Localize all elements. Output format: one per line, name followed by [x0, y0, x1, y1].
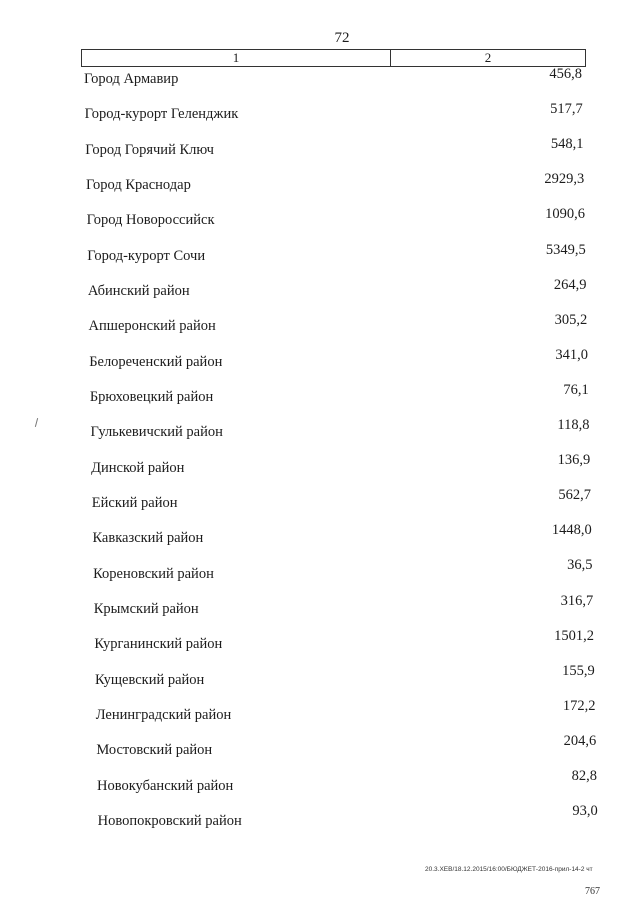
footer-document-code: 20.3.ХЕВ/18.12.2015/16:00/БЮДЖЕТ-2016-прил-14-2 чт: [425, 866, 593, 873]
row-value: 1448,0: [551, 522, 592, 539]
table-row: [0, 171, 640, 194]
table-row: [0, 803, 640, 829]
table-row: [0, 627, 640, 653]
row-value: 136,9: [557, 452, 591, 469]
table-header-col-2: 2: [484, 50, 492, 65]
table-row: [0, 662, 640, 688]
table-row: [0, 136, 640, 159]
row-value: 264,9: [553, 276, 587, 293]
row-name: Новопокровский район: [97, 812, 242, 829]
row-name: Кущевский район: [95, 671, 205, 688]
row-value: 172,2: [562, 697, 596, 714]
table-row: [0, 101, 640, 124]
row-value: 82,8: [571, 768, 597, 784]
row-name: Ейский район: [91, 494, 178, 511]
table-row: [0, 276, 640, 300]
table-row: [0, 452, 640, 476]
row-name: Брюховецкий район: [89, 388, 214, 405]
row-name: Апшеронский район: [88, 318, 216, 335]
row-value: 548,1: [550, 136, 584, 153]
row-name: Город Армавир: [84, 71, 179, 87]
row-value: 2929,3: [544, 171, 585, 188]
table-row: [0, 417, 640, 441]
row-value: 118,8: [557, 417, 590, 433]
row-value: 76,1: [563, 381, 589, 398]
row-value: 1501,2: [554, 627, 594, 644]
table-header-col-1: 1: [82, 50, 391, 66]
table-row: [0, 557, 640, 582]
table-row: [0, 241, 640, 265]
table-row: [0, 311, 640, 335]
row-value: 316,7: [560, 592, 594, 609]
row-name: Город-курорт Геленджик: [84, 106, 239, 123]
row-name: Динской район: [91, 459, 185, 476]
row-name: Новокубанский район: [97, 777, 234, 794]
table-row: [0, 732, 640, 759]
row-name: Кавказский район: [92, 530, 204, 547]
table-row: [0, 768, 640, 794]
table-row: [0, 206, 640, 230]
row-name: Ленинградский район: [95, 706, 232, 723]
row-name: Абинский район: [87, 282, 190, 299]
row-value: 5349,5: [545, 241, 586, 258]
row-value: 562,7: [558, 487, 591, 504]
table-row: [0, 697, 640, 723]
row-value: 456,8: [549, 66, 582, 82]
row-name: Гулькевичский район: [90, 424, 223, 441]
row-value: 36,5: [567, 557, 593, 574]
table-row: [0, 487, 640, 511]
row-name: Город Горячий Ключ: [85, 141, 214, 158]
row-name: Город-курорт Сочи: [87, 247, 206, 264]
row-name: Курганинский район: [94, 636, 223, 653]
footer-page-number: 767: [585, 886, 600, 897]
table-row: [0, 66, 640, 89]
row-value: 305,2: [554, 311, 588, 328]
row-name: Кореновский район: [93, 565, 214, 582]
row-value: 517,7: [550, 101, 583, 118]
row-value: 204,6: [563, 732, 597, 749]
row-name: Город Краснодар: [85, 176, 191, 193]
row-name: Мостовский район: [96, 742, 213, 759]
row-name: Белореченский район: [89, 353, 223, 370]
row-value: 93,0: [572, 803, 598, 820]
table-row: [0, 522, 640, 547]
row-name: Город Новороссийск: [86, 212, 215, 229]
row-value: 1090,6: [545, 206, 585, 223]
table-row: [0, 592, 640, 617]
page-number: 72: [334, 30, 350, 46]
table-row: [0, 346, 640, 370]
row-name: Крымский район: [93, 600, 199, 617]
table-row: [0, 381, 640, 405]
row-value: 341,0: [555, 346, 588, 363]
row-value: 155,9: [562, 662, 595, 679]
